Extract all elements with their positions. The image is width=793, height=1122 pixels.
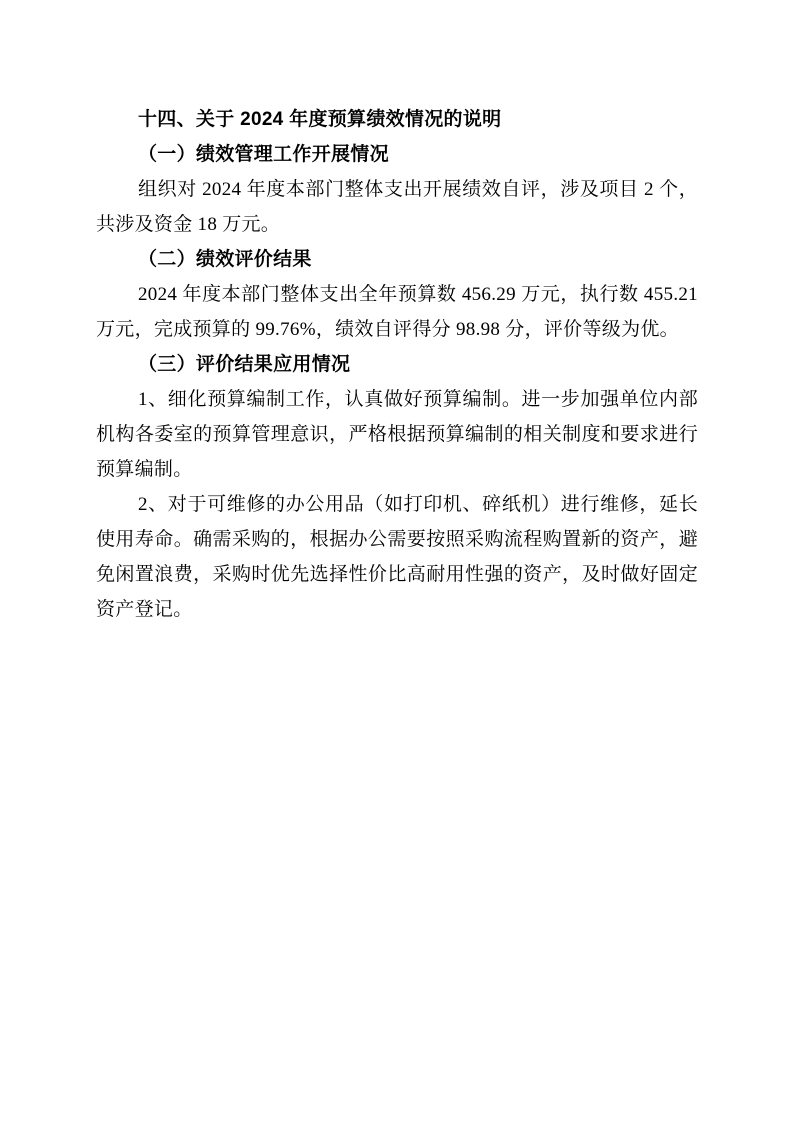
section-3-paragraph-1: 1、细化预算编制工作，认真做好预算编制。进一步加强单位内部机构各委室的预算管理意识，严格根据预算编制的相关制度和要求进行预算编制。	[96, 389, 698, 480]
section-heading-3: （三）评价结果应用情况	[138, 354, 351, 375]
section-heading-1: （一）绩效管理工作开展情况	[138, 144, 389, 165]
document-title: 十四、关于 2024 年度预算绩效情况的说明	[138, 109, 502, 130]
section-heading-2: （二）绩效评价结果	[138, 249, 312, 270]
section-2-paragraph: 2024 年度本部门整体支出全年预算数 456.29 万元，执行数 455.21 万元，完成预算的 99.76%，绩效自评得分 98.98 分，评价等级为优。	[96, 284, 698, 340]
section-3-paragraph-2: 2、对于可维修的办公用品（如打印机、碎纸机）进行维修，延长使用寿命。确需采购的，根据办公需要按照采购流程购置新的资产，避免闲置浪费，采购时优先选择性价比高耐用性强的资产，及时做好固定资产登记。	[96, 494, 698, 620]
section-1-paragraph: 组织对 2024 年度本部门整体支出开展绩效自评，涉及项目 2 个，共涉及资金 18 万元。	[96, 179, 698, 235]
